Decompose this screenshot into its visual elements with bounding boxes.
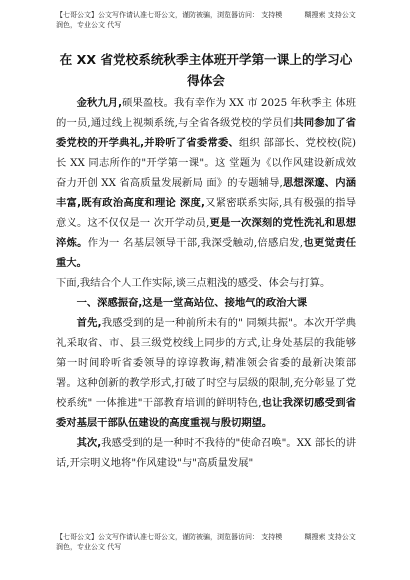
intro-text-1: 硕果盈枝。我有幸作为 XX 市 2025 年秋季主 体班的一员,通过线上视频系统,与全省各级党校的学员们 xyxy=(56,97,356,129)
paragraph-intro xyxy=(56,93,356,273)
footer-line1: 【七哥公文】公文写作请认准七哥公文，谨防被骗，浏览器访问： xyxy=(56,533,259,541)
intro-bold-4: 也更觉责任重大。 xyxy=(56,237,357,269)
header-line1-end: 支持模 xyxy=(261,11,283,19)
intro-bold-1: 共同参加了省委党校的开学典礼,并聆听了省委常委、 xyxy=(56,117,357,149)
header-line1: 【七哥公文】公文写作请认准七哥公文，谨防被骗，浏览器访问： xyxy=(56,11,259,19)
paragraph-first xyxy=(56,313,356,433)
first-text-1: 我感受到的是一种前所未有的" 同频共振"。 xyxy=(101,317,304,329)
document-body xyxy=(56,93,356,473)
header-line2: 糊搜索 支持公文润色，专业公文 代写 xyxy=(56,11,356,29)
page-footer xyxy=(56,532,356,552)
document-title: 在 XX 省党校系统秋季主体班开学第一课上的学习心得体会 xyxy=(59,52,353,88)
paragraph-second xyxy=(56,433,356,473)
second-text: 我感受到的是一种时不我待的"使命召唤"。XX 部长的讲话,开宗明义地将"作风建设"与"高质量发展" xyxy=(56,437,356,469)
paragraph-transition: 下面,我结合个人工作实际,谈三点粗浅的感受、体会与打算。 xyxy=(56,277,331,289)
second-lead: 其次, xyxy=(76,437,102,449)
first-text-2: 本次开学典礼采取省、市、县三级党校线上同步的方式,让身处基层的我能够第一时间聆听省委领导的谆谆教诲,精准领会省委的最新决策部署。这种创新的教学形式,打破了时空与层级的限制,充分彰显了党校系统" 一体推进"干部教育培训的鲜明特色, xyxy=(56,317,357,409)
footer-line2: 糊搜索 支持公文润色，专业公文 代写 xyxy=(56,533,356,551)
intro-text-3: 又紧密联系实际,具有极强的指导意义。这不仅仅是一 次开学动员, xyxy=(56,197,356,229)
page-header xyxy=(56,10,356,30)
section-heading-1: 一、深感振奋,这是一堂高站位、接地气的政治大课 xyxy=(76,297,308,309)
first-lead: 首先, xyxy=(76,317,102,329)
first-bold: 也让我深切感受到省委对基层干部队伍建设的高度重视与殷切期望。 xyxy=(56,397,356,429)
footer-line1-end: 支持模 xyxy=(261,533,283,541)
intro-lead: 金秋九月, xyxy=(76,97,123,109)
intro-text-4: 作为一 名基层领导干部,我深受触动,倍感启发, xyxy=(87,237,304,249)
intro-bold-3: 更是一次深刻的党性洗礼和思想淬炼。 xyxy=(56,217,357,249)
intro-bold-2: 思想深邃、内涵丰富,既有政治高度和理论 深度, xyxy=(56,177,356,209)
intro-text-2: 组织 部部长、党校校(院)长 XX 同志所作的"开学第一课"。这 堂题为《以作风建设新成效奋力开创 XX 省高质量发展新局 面》的专题辅导, xyxy=(56,137,356,189)
